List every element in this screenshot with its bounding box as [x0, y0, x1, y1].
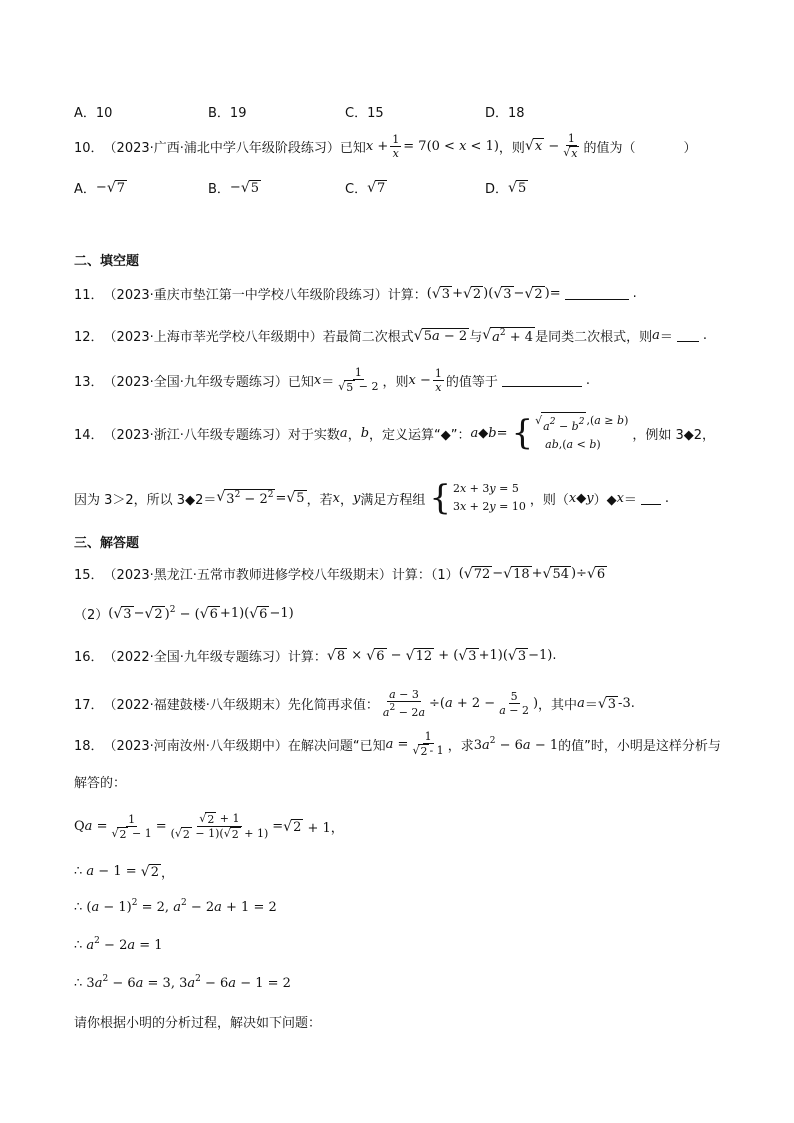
option-b: B．19 — [208, 106, 247, 121]
question-18: 18． （2023·河南汝州·八年级期中） 在解决问题“已知 a = 1 √ 2 - 1 ，求 $3a^2 - 6a - 1$ 的值”时，小明是这样分析与 — [74, 730, 721, 758]
question-13: 13． （2023·全国·九年级专题练习） 已知 x ＝ 1 √ 5 − 2 ，则 x − $\frac{1}{x}$ 的值等于 . — [74, 366, 591, 394]
question-source: （2023·广西·浦北中学八年级阶段练习） — [103, 140, 340, 156]
question-source: （2023·黑龙江·五常市教师进修学校八年级期末） — [103, 568, 392, 583]
question-source: （2023·重庆市垫江第一中学校八年级阶段练习） — [103, 288, 388, 303]
section-heading-fill-in: 二、填空题 — [74, 254, 140, 269]
answer-blank[interactable] — [641, 492, 661, 505]
question-source: （2023·浙江·八年级专题练习） — [103, 427, 288, 443]
question-source: （2023·上海市莘光学校八年级期中） — [103, 330, 323, 345]
question-source: （2022·福建鼓楼·八年级期末） — [103, 698, 288, 713]
piecewise-definition: { √ $a^2 - b^2$ ,(a ≥ b) ab,(a < b) — [511, 413, 629, 453]
option-a: A．10 — [74, 106, 113, 121]
derivation-step-1: Q a = 1 √ 2 − 1 = √ 2 + 1 ( √ 2 − 1)( √ 2 + 1) = √ 2 + 1， — [74, 812, 344, 841]
derivation-step-3: ∴ $(a - 1)^2 = 2$, $a^2 - 2a + 1 = 2$ — [74, 898, 277, 915]
question-17: 17． （2022·福建鼓楼·八年级期末） 先化简再求值： $\frac{a - 3}{a^2 - 2a}$ ÷(a + 2 − $\frac{5}{a - 2}$ ) ，其中 a ＝ √ 3 -3 . — [74, 688, 635, 719]
answer-blank[interactable] — [565, 287, 629, 300]
question-14: 14． （2023·浙江·八年级专题练习） 对于实数 a ， b ，定义运算“◆”： a ◆ b = { √ $a^2 - b^2$ ,(a ≥ b) ab,(a < b) ，例如 3◆2， — [74, 413, 716, 453]
answer-blank[interactable] — [677, 329, 699, 342]
question-10: 10． （2023·广西·浦北中学八年级阶段练习） 已知 x + $\frac{1}{x}$ = 7(0 < x < 1) ，则 √ x − 1 √ x 的值为（ ） — [74, 132, 697, 160]
question-18-continued: 解答的： — [74, 776, 127, 791]
option-c: C．15 — [345, 106, 384, 121]
question-11: 11． （2023·重庆市垫江第一中学校八年级阶段练习） 计算： ( √ 3 + √ 2 )( √ 3 − √ 2 )= . — [74, 285, 637, 303]
derivation-step-5: ∴ $3a^2 - 6a = 3$, $3a^2 - 6a - 1 = 2$ — [74, 974, 291, 991]
option-d: D． √ 5 — [485, 179, 527, 197]
question-15: 15． （2023·黑龙江·五常市教师进修学校八年级期末） 计算：（1） ( √ 72 − √ 18 + √ 54 )÷ √ 6 — [74, 565, 606, 583]
option-d: D．18 — [485, 106, 525, 121]
question-source: （2023·全国·九年级专题练习） — [103, 374, 288, 390]
question-16: 16． （2022·全国·九年级专题练习） 计算： √ 8 × √ 6 − √ 12 + ( √ 3 +1)( √ 3 −1) . — [74, 647, 557, 665]
question-source: （2022·全国·九年级专题练习） — [103, 650, 288, 665]
equation-system: { 2x + 3y = 5 3x + 2y = 10 — [429, 478, 526, 518]
question-number: 10． — [74, 140, 104, 156]
option-b: B． − √ 5 — [208, 179, 260, 197]
option-c: C． √ 7 — [345, 179, 386, 197]
question-source: （2023·河南汝州·八年级期中） — [103, 738, 288, 754]
answer-blank[interactable] — [502, 374, 582, 387]
derivation-step-2: ∴ a − 1 = √ 2 ， — [74, 863, 174, 881]
section-heading-solve: 三、解答题 — [74, 536, 140, 551]
derivation-step-4: ∴ $a^2 - 2a = 1$ — [74, 936, 163, 953]
equation: x + — [365, 138, 389, 154]
follow-up-instruction: 请你根据小明的分析过程，解决如下问题： — [74, 1016, 322, 1031]
question-12: 12． （2023·上海市莘光学校八年级期中） 若最简二次根式 √ 5a − 2 与 √ $a^2 + 4$ 是同类二次根式，则 a ＝ . — [74, 326, 707, 345]
question-14-continued: 因为 3＞2，所以 3◆2＝ √ $3^2 - 2^2$ = √ 5 ，若 x ， y 满足方程组 { 2x + 3y = 5 3x + 2y = 10 ，则（ x ◆ y ）◆ x ＝ . — [74, 478, 670, 518]
option-a: A． − √ 7 — [74, 179, 126, 197]
question-15-part-2: （2） ( √ 3 − √ 2 )$^2$ − ( √ 6 +1)( √ 6 −1) — [74, 605, 294, 623]
